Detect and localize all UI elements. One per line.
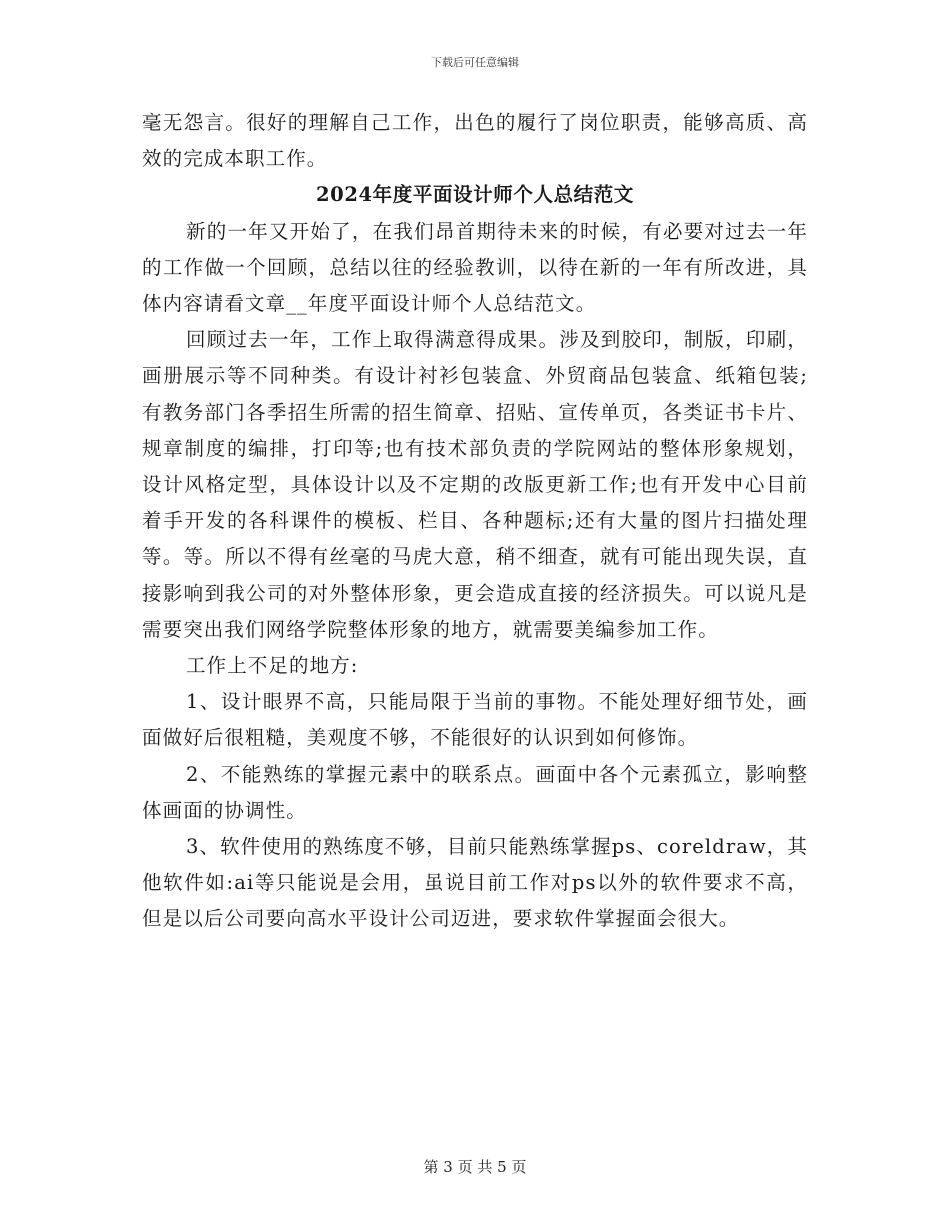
page-number: 第 3 页 共 5 页: [423, 1158, 527, 1176]
document-title: 2024年度平面设计师个人总结范文: [316, 183, 634, 207]
shortcoming-item-2: 2、不能熟练的掌握元素中的联系点。画面中各个元素孤立，影响整体画面的协调性。: [142, 762, 808, 822]
review-paragraph: 回顾过去一年，工作上取得满意得成果。涉及到胶印，制版，印刷，画册展示等不同种类。有设计衬衫包装盒、外贸商品包装盒、纸箱包装;有教务部门各季招生所需的招生简章、招贴、宣传单页，各类证书卡片、规章制度的编排，打印等;也有技术部负责的学院网站的整体形象规划，设计风格定型，具体设计以及不定期的改版更新工作;也有开发中心目前着手开发的各科课件的模板、栏目、各种题标;还有大量的图片扫描处理等。等。所以不得有丝毫的马虎大意，稍不细查，就有可能出现失误，直接影响到我公司的对外整体形象，更会造成直接的经济损失。可以说凡是需要突出我们网络学院整体形象的地方，就需要美编参加工作。: [142, 328, 808, 641]
shortcoming-item-1: 1、设计眼界不高，只能局限于当前的事物。不能处理好细节处，画面做好后很粗糙，美观度不够，不能很好的认识到如何修饰。: [142, 690, 808, 750]
shortcoming-item-3: 3、软件使用的熟练度不够，目前只能熟练掌握ps、coreldraw，其他软件如:ai等只能说是会用，虽说目前工作对ps以外的软件要求不高，但是以后公司要向高水平设计公司迈进，要求软件掌握面会很大。: [142, 835, 808, 931]
continuation-paragraph: 毫无怨言。很好的理解自己工作，出色的履行了岗位职责，能够高质、高效的完成本职工作。: [142, 111, 808, 171]
intro-paragraph: 新的一年又开始了，在我们昂首期待未来的时候，有必要对过去一年的工作做一个回顾，总结以往的经验教训，以待在新的一年有所改进，具体内容请看文章__年度平面设计师个人总结范文。: [142, 219, 808, 316]
page-header: 下载后可任意编辑: [431, 56, 519, 69]
shortcomings-heading: 工作上不足的地方:: [186, 654, 359, 678]
document-body: [142, 105, 808, 938]
